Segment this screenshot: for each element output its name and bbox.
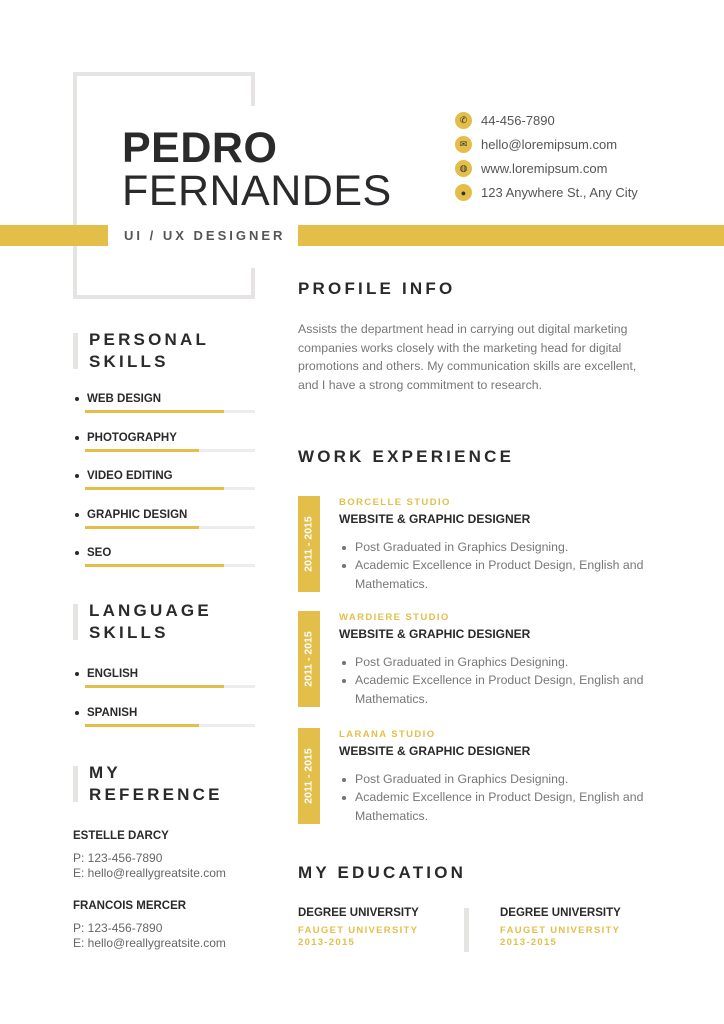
- skill-label: SPANISH: [73, 707, 255, 719]
- skill-item: [73, 668, 255, 688]
- personal-skills-heading: PERSONAL SKILLS: [89, 330, 210, 371]
- skill-bar: [85, 685, 255, 688]
- skill-label: WEB DESIGN: [73, 393, 255, 405]
- section-marker: [73, 766, 78, 802]
- job-bullets: [340, 653, 658, 708]
- contact-text: 123 Anywhere St., Any City: [481, 185, 638, 200]
- section-marker: [73, 333, 78, 369]
- skill-label: VIDEO EDITING: [73, 470, 255, 482]
- contact-address: [455, 184, 638, 201]
- skill-bar-fill: [85, 564, 224, 567]
- skill-bar-fill: [85, 685, 224, 688]
- reference-email: E: hello@reallygreatsite.com: [73, 866, 226, 880]
- skill-bar: [85, 449, 255, 452]
- skill-bar: [85, 526, 255, 529]
- profile-heading: PROFILE INFO: [298, 279, 456, 298]
- skill-bar: [85, 724, 255, 727]
- bullet-icon: [75, 711, 79, 715]
- skill-bar-fill: [85, 724, 199, 727]
- school: FAUGET UNIVERSITY 2013-2015: [500, 925, 621, 948]
- job-role: UI / UX DESIGNER: [124, 228, 286, 243]
- education-heading: MY EDUCATION: [298, 863, 467, 882]
- job-bullet: Academic Excellence in Product Design, English and Mathematics.: [340, 556, 658, 593]
- contact-text: www.loremipsum.com: [481, 161, 608, 176]
- skill-bar: [85, 410, 255, 413]
- skill-item: [73, 470, 255, 490]
- globe-icon: ◍: [455, 160, 472, 177]
- job-bullets: [340, 770, 658, 825]
- job-entry: [298, 611, 658, 711]
- job-bullet: Academic Excellence in Product Design, English and Mathematics.: [340, 788, 658, 825]
- contact-website: [455, 160, 607, 177]
- reference-heading: MY REFERENCE: [89, 763, 223, 804]
- contact-phone: [455, 112, 555, 129]
- job-bullet: Post Graduated in Graphics Designing.: [340, 653, 658, 671]
- skill-bar-fill: [85, 410, 224, 413]
- degree: DEGREE UNIVERSITY: [500, 907, 621, 919]
- contact-email: [455, 136, 617, 153]
- job-dates: 2011 - 2015: [298, 611, 320, 707]
- skill-bar-fill: [85, 487, 224, 490]
- job-title: WEBSITE & GRAPHIC DESIGNER: [339, 627, 531, 641]
- job-bullet: Post Graduated in Graphics Designing.: [340, 538, 658, 556]
- education-divider: [464, 908, 469, 952]
- skill-item: [73, 707, 255, 727]
- job-company: BORCELLE STUDIO: [339, 497, 451, 508]
- skill-label: ENGLISH: [73, 668, 255, 680]
- bullet-icon: [75, 551, 79, 555]
- skill-label: GRAPHIC DESIGN: [73, 509, 255, 521]
- job-entry: [298, 496, 658, 596]
- job-dates: 2011 - 2015: [298, 496, 320, 592]
- education-item: [298, 907, 419, 949]
- phone-icon: ✆: [455, 112, 472, 129]
- first-name: PEDRO: [122, 124, 278, 172]
- job-dates: 2011 - 2015: [298, 728, 320, 824]
- reference-phone: P: 123-456-7890: [73, 851, 163, 865]
- name-frame: [73, 72, 255, 76]
- job-company: WARDIERE STUDIO: [339, 612, 450, 623]
- contact-text: 44-456-7890: [481, 113, 555, 128]
- job-entry: [298, 728, 658, 828]
- location-pin-icon: ●: [455, 184, 472, 201]
- mail-icon: ✉: [455, 136, 472, 153]
- job-bullets: [340, 538, 658, 593]
- bullet-icon: [75, 436, 79, 440]
- skill-bar-fill: [85, 449, 199, 452]
- name-frame: [73, 72, 77, 299]
- skill-label: SEO: [73, 547, 255, 559]
- skill-bar-fill: [85, 526, 199, 529]
- contact-text: hello@loremipsum.com: [481, 137, 618, 152]
- work-heading: WORK EXPERIENCE: [298, 447, 515, 466]
- job-title: WEBSITE & GRAPHIC DESIGNER: [339, 744, 531, 758]
- reference-phone: P: 123-456-7890: [73, 921, 163, 935]
- skill-item: [73, 547, 255, 567]
- language-skills-heading: LANGUAGE SKILLS: [89, 601, 212, 642]
- accent-band-right: [298, 225, 724, 246]
- last-name: FERNANDES: [122, 167, 392, 215]
- job-title: WEBSITE & GRAPHIC DESIGNER: [339, 512, 531, 526]
- accent-band-left: [0, 225, 108, 246]
- education-item: [500, 907, 621, 949]
- skill-bar: [85, 564, 255, 567]
- bullet-icon: [75, 474, 79, 478]
- bullet-icon: [75, 513, 79, 517]
- degree: DEGREE UNIVERSITY: [298, 907, 419, 919]
- skill-label: PHOTOGRAPHY: [73, 432, 255, 444]
- reference-email: E: hello@reallygreatsite.com: [73, 936, 226, 950]
- skill-item: [73, 509, 255, 529]
- section-marker: [73, 604, 78, 640]
- bullet-icon: [75, 672, 79, 676]
- name-frame: [251, 268, 255, 299]
- job-bullet: Post Graduated in Graphics Designing.: [340, 770, 658, 788]
- reference-name: ESTELLE DARCY: [73, 830, 169, 842]
- job-bullet: Academic Excellence in Product Design, English and Mathematics.: [340, 671, 658, 708]
- name-frame: [73, 295, 255, 299]
- name-frame: [251, 72, 255, 106]
- profile-text: Assists the department head in carrying out digital marketing companies works closely with the marketing head for digital promotions and others. My communication skills are excellent, and I have a strong commitment to research.: [298, 322, 637, 392]
- school: FAUGET UNIVERSITY 2013-2015: [298, 925, 419, 948]
- skill-item: [73, 432, 255, 452]
- skill-bar: [85, 487, 255, 490]
- bullet-icon: [75, 397, 79, 401]
- skill-item: [73, 393, 255, 413]
- job-company: LARANA STUDIO: [339, 729, 436, 740]
- reference-name: FRANCOIS MERCER: [73, 900, 187, 912]
